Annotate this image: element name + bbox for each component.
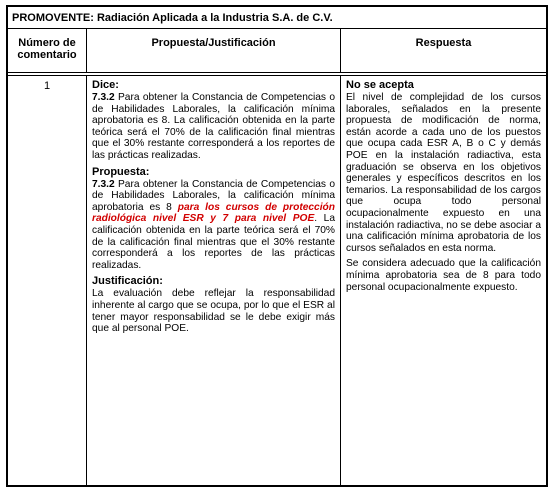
comment-number-cell [8,76,87,485]
propuesta-section-number: 7.3.2 [92,178,115,190]
response-paragraph-2: Se considera adecuado que la calificación mínima aprobatoria sea de 8 para todo personal ocupacionalmente expuesto. [346,258,541,293]
header-respuesta: Respuesta [341,29,546,73]
dice-section-number: 7.3.2 [92,92,115,103]
propuesta-text-b: . La calificación obtenida en la parte teórica será el 70% de la calificación final mientras que el 30% restante corresponderá a los reportes de las prácticas realizadas. [92,213,335,271]
justificacion-paragraph: La evaluación debe reflejar la responsabilidad inherente al cargo que se ocupa, por lo que el ESR al tener mayor responsabilidad se le debe exigir más que al personal POE. [92,288,335,335]
dice-paragraph [92,92,335,162]
propuesta-highlight: para los cursos de protección radiológica nivel ESR y 7 para nivel POE [92,201,335,225]
response-verdict: No se acepta [346,79,414,91]
comment-table [6,5,548,487]
response-paragraph-1: El nivel de complejidad de los cursos laborales, señalados en la presente propuesta de modificación de norma, están acorde a cada uno de los puestos que ocupa cada ESR A, B o C y demás POE en la instalación radiactiva, esta graduación se observa en los objetivos generales y específicos descritos en los temarios. La responsabilidad de los cargos que ocupa todo personal ocupacionalmente expuesto en una instalación radiactiva, no se debe asociar a una calificación mínima aprobatoria de los cursos señalados en esta norma. [346,92,541,254]
comment-number: 1 [43,80,51,92]
response-cell [341,76,546,485]
propuesta-label: Propuesta: [92,165,150,178]
header-numero-comentario: Número de comentario [8,29,87,73]
header-propuesta-justificacion: Propuesta/Justificación [87,29,341,73]
dice-text: Para obtener la Constancia de Competencias o de Habilidades Laborales, la calificación mínima aprobatoria es 8. La calificación obtenida en la parte teórica será el 70% de la calificación final mientras que el 30% restante corresponderá a los reportes de las prácticas realizadas. [92,92,335,161]
proposal-cell [87,76,341,485]
justificacion-label: Justificación: [92,275,163,288]
promovente-title: PROMOVENTE: Radiación Aplicada a la Industria S.A. de C.V. [8,7,546,29]
propuesta-text-a: Para obtener la Constancia de Competencias o de Habilidades Laborales, la calificación mínima aprobatoria es 8 [92,178,335,213]
dice-label: Dice: [92,79,119,91]
propuesta-paragraph [92,179,335,272]
